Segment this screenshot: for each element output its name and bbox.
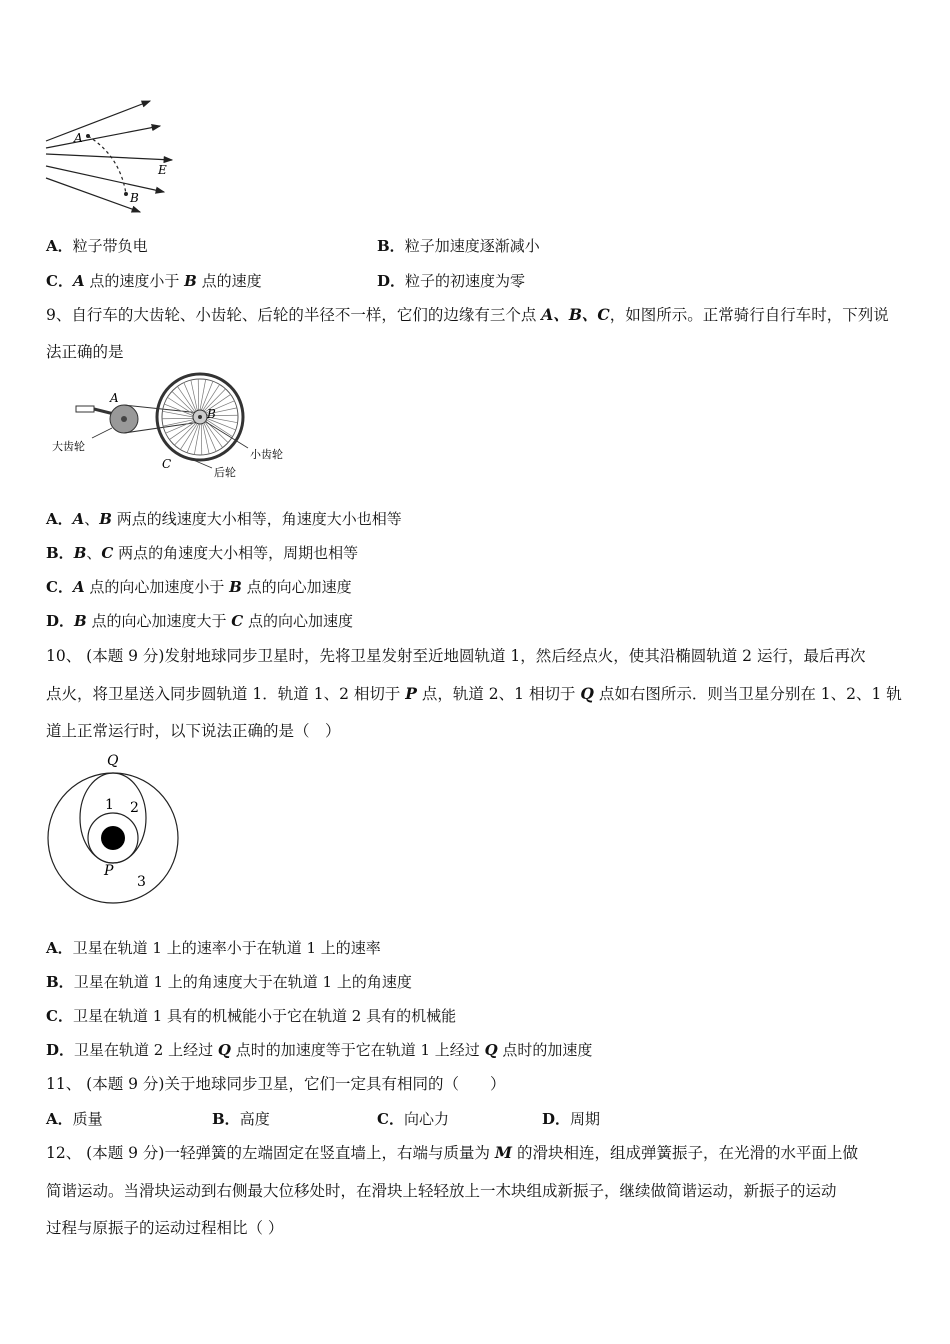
field-line — [46, 126, 160, 148]
option-letter: C． — [46, 272, 73, 290]
var: B — [73, 544, 87, 562]
option-letter: D． — [542, 1110, 571, 1128]
q10-stem-line2 — [46, 683, 906, 705]
q9-stem-line1 — [46, 304, 906, 326]
option-letter: B． — [46, 544, 74, 562]
label-e: E — [158, 163, 167, 177]
option-letter: B． — [46, 973, 74, 991]
particle-trajectory — [88, 136, 126, 194]
var-p: P — [405, 684, 417, 703]
stem-text: 点如右图所示．则当卫星分别在 1、2、1 轨 — [593, 685, 902, 703]
q8-option-a[interactable] — [46, 235, 148, 257]
q10-stem-line1: 10、 (本题 9 分)发射地球同步卫星时，先将卫星发射至近地圆轨道 1，然后经点火，使其沿椭圆轨道 2 运行，最后再次 — [46, 647, 866, 665]
option-text: 点时的加速度等于它在轨道 1 上经过 — [230, 1041, 485, 1059]
option-text: 卫星在轨道 2 上经过 — [74, 1041, 218, 1059]
var-m: M — [494, 1143, 513, 1162]
option-letter: C． — [46, 1007, 73, 1025]
label-1: 1 — [105, 797, 114, 813]
option-letter: A． — [46, 939, 73, 957]
option-text: 点的速度小于 — [84, 272, 185, 290]
label-b: B — [207, 407, 216, 421]
label-p: P — [104, 863, 114, 879]
option-letter: A． — [46, 510, 73, 528]
label-2: 2 — [130, 800, 139, 816]
var: A — [72, 578, 85, 596]
option-text: 点的向心加速度 — [243, 612, 353, 630]
option-text: 点的速度 — [196, 272, 262, 290]
option-letter: B． — [212, 1110, 240, 1128]
stem-text: 的滑块相连，组成弹簧振子，在光滑的水平面上做 — [512, 1144, 858, 1162]
option-text: 质量 — [72, 1110, 103, 1128]
option-letter: D． — [46, 1041, 75, 1059]
label-rear-wheel: 后轮 — [214, 466, 236, 479]
option-letter: A． — [46, 1110, 73, 1128]
q12-stem-line1 — [46, 1142, 906, 1164]
q11-option-b[interactable] — [212, 1108, 270, 1130]
q12-stem-line2: 简谐运动。当滑块运动到右侧最大位移处时，在滑块上轻轻放上一木块组成新振子，继续做简谐运动，新振子的运动 — [46, 1182, 837, 1200]
wheel-spoke — [194, 424, 200, 455]
option-letter: D． — [46, 612, 75, 630]
label-c: C — [162, 457, 172, 471]
q8-option-c[interactable] — [46, 270, 262, 292]
stem-text: 点火，将卫星送入同步圆轨道 1．轨道 1、2 相切于 — [46, 685, 406, 703]
bicycle-figure — [52, 372, 302, 480]
label-3: 3 — [137, 874, 146, 890]
option-text: 点的向心加速度小于 — [84, 578, 230, 596]
var: B — [74, 612, 87, 630]
wheel-spoke — [201, 381, 213, 410]
q10-option-d[interactable] — [46, 1039, 592, 1061]
label-small-gear: 小齿轮 — [250, 448, 283, 461]
sep: 、 — [86, 544, 102, 562]
option-text: 粒子的初速度为零 — [405, 272, 526, 290]
var: B — [99, 510, 112, 528]
option-text: 卫星在轨道 1 上的角速度大于在轨道 1 上的角速度 — [73, 973, 412, 991]
q9-stem-line2: 法正确的是 — [46, 343, 124, 361]
option-letter: D． — [377, 272, 406, 290]
field-line — [46, 154, 172, 160]
point-a-dot — [86, 134, 90, 138]
stem-text: 点，轨道 2、1 相切于 — [416, 685, 581, 703]
var-b: B — [184, 272, 197, 290]
pedal — [76, 406, 94, 412]
var: A — [72, 510, 85, 528]
label-q: Q — [107, 753, 119, 769]
earth — [101, 826, 125, 850]
electric-field-figure — [40, 96, 185, 218]
q9-option-a[interactable] — [46, 508, 402, 530]
var: C — [101, 544, 114, 562]
option-text: 卫星在轨道 1 具有的机械能小于它在轨道 2 具有的机械能 — [72, 1007, 457, 1025]
wheel-spoke — [200, 379, 206, 410]
option-text: 点的向心加速度 — [241, 578, 352, 596]
var: C — [231, 612, 244, 630]
orbit-figure — [40, 748, 190, 918]
option-text: 向心力 — [403, 1110, 449, 1128]
pointer-big-gear — [92, 428, 112, 438]
option-text: 周期 — [570, 1110, 601, 1128]
point-b-dot — [124, 192, 128, 196]
option-letter: C． — [377, 1110, 404, 1128]
label-big-gear: 大齿轮 — [52, 440, 85, 453]
option-text: 粒子带负电 — [72, 237, 148, 255]
option-text: 高度 — [239, 1110, 270, 1128]
q10-option-c[interactable] — [46, 1005, 456, 1027]
q12-stem-line3: 过程与原振子的运动过程相比（ ） — [46, 1219, 284, 1237]
q8-option-d[interactable] — [377, 270, 525, 292]
q9-option-d[interactable] — [46, 610, 353, 632]
q11-option-d[interactable] — [542, 1108, 600, 1130]
label-a: A — [110, 391, 119, 405]
option-letter: C． — [46, 578, 73, 596]
small-gear-hub — [198, 415, 202, 419]
q11-option-a[interactable] — [46, 1108, 103, 1130]
var-q: Q — [484, 1041, 498, 1059]
option-text: 两点的线速度大小相等，角速度大小也相等 — [111, 510, 402, 528]
option-text: 点的向心加速度大于 — [86, 612, 232, 630]
var-a: A — [72, 272, 85, 290]
q11-option-c[interactable] — [377, 1108, 449, 1130]
option-text: 卫星在轨道 1 上的速率小于在轨道 1 上的速率 — [72, 939, 381, 957]
q10-option-a[interactable] — [46, 937, 381, 959]
field-line — [46, 101, 150, 141]
var-q: Q — [217, 1041, 231, 1059]
stem-text: 9、自行车的大齿轮、小齿轮、后轮的半径不一样，它们的边缘有三个点 — [46, 306, 542, 324]
option-letter: B． — [377, 237, 405, 255]
field-line — [46, 166, 164, 192]
var: B — [229, 578, 242, 596]
sep: 、 — [84, 510, 100, 528]
q11-stem: 11、 (本题 9 分)关于地球同步卫星，它们一定具有相同的（ ） — [46, 1075, 506, 1093]
label-b: B — [130, 191, 139, 205]
wheel-spoke — [187, 424, 199, 453]
q9-option-c[interactable] — [46, 576, 352, 598]
q10-option-b[interactable] — [46, 971, 412, 993]
q8-option-b[interactable] — [377, 235, 540, 257]
option-text: 点时的加速度 — [497, 1041, 593, 1059]
label-a: A — [74, 131, 83, 145]
q9-option-b[interactable] — [46, 542, 358, 564]
option-text: 两点的角速度大小相等，周期也相等 — [113, 544, 359, 562]
var-abc: A、B、C — [541, 305, 610, 324]
option-text: 粒子加速度逐渐减小 — [404, 237, 540, 255]
var-q: Q — [580, 684, 594, 703]
big-gear-hub — [121, 416, 127, 422]
stem-text: 12、 (本题 9 分)一轻弹簧的左端固定在竖直墙上，右端与质量为 — [46, 1144, 495, 1162]
q10-stem-line3: 道上正常运行时，以下说法正确的是（ ） — [46, 722, 341, 740]
option-letter: A． — [46, 237, 73, 255]
stem-text: ，如图所示。正常骑行自行车时，下列说 — [609, 306, 889, 324]
